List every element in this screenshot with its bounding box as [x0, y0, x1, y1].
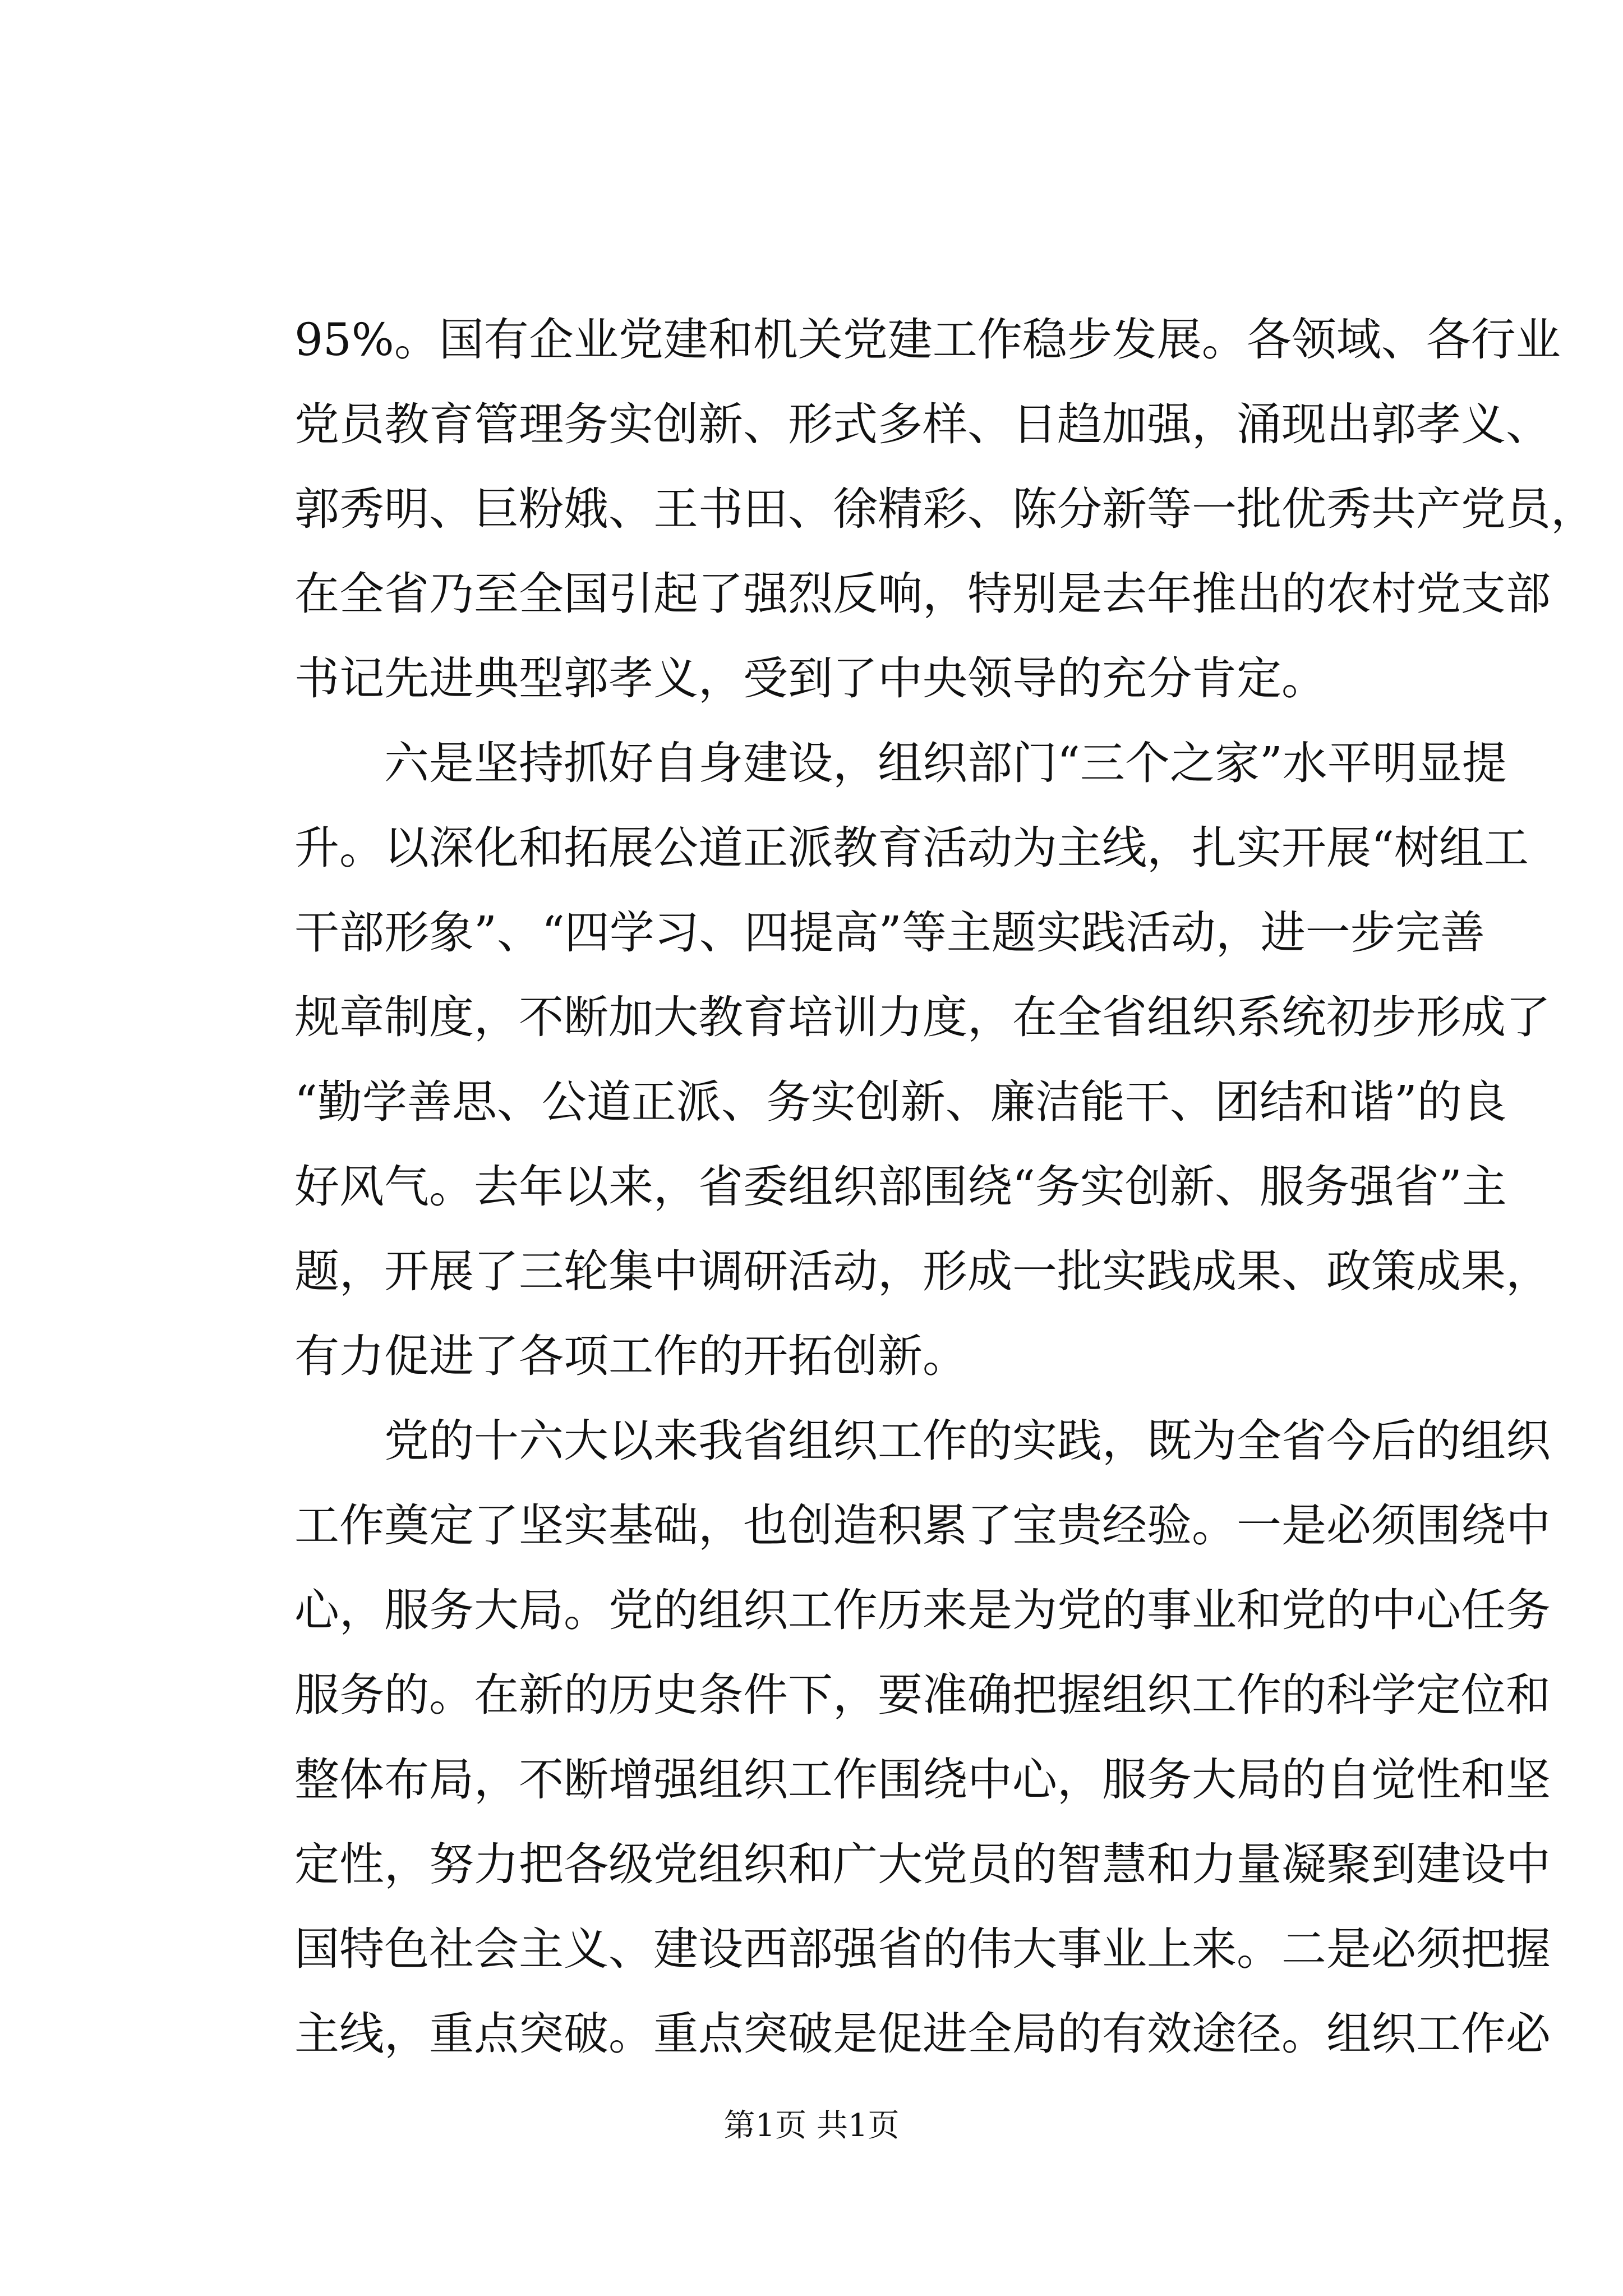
- text-line: 郭秀明、巨粉娥、王书田、徐精彩、陈分新等一批优秀共产党员，: [294, 483, 1596, 535]
- page-footer: [0, 2106, 1623, 2146]
- text-line: 书记先进典型郭孝义，受到了中央领导的充分肯定。: [294, 652, 1326, 705]
- text-line: 整体布局，不断增强组织工作围绕中心，服务大局的自觉性和坚: [294, 1754, 1551, 1806]
- paragraph-first-line: 党的十六大以来我省组织工作的实践，既为全省今后的组织: [384, 1415, 1551, 1467]
- text-line: 升。以深化和拓展公道正派教育活动为主线，扎实开展“树组工: [294, 822, 1529, 874]
- text-line: 95%。国有企业党建和机关党建工作稳步发展。各领域、各行业: [294, 314, 1561, 366]
- text-line: 规章制度，不断加大教育培训力度，在全省组织系统初步形成了: [294, 991, 1551, 1043]
- text-line: 定性，努力把各级党组织和广大党员的智慧和力量凝聚到建设中: [294, 1838, 1551, 1890]
- text-line: 好风气。去年以来，省委组织部围绕“务实创新、服务强省”主: [294, 1161, 1507, 1213]
- page-number-label: 第1页 共1页: [723, 2108, 900, 2144]
- text-line: 服务的。在新的历史条件下，要准确把握组织工作的科学定位和: [294, 1669, 1551, 1721]
- text-line: 题，开展了三轮集中调研活动，形成一批实践成果、政策成果，: [294, 1245, 1551, 1297]
- text-line: 心，服务大局。党的组织工作历来是为党的事业和党的中心任务: [294, 1584, 1551, 1636]
- text-line: 干部形象”、“四学习、四提高”等主题实践活动，进一步完善: [294, 907, 1485, 959]
- text-line: 党员教育管理务实创新、形式多样、日趋加强，涌现出郭孝义、: [294, 398, 1551, 450]
- text-line: 国特色社会主义、建设西部强省的伟大事业上来。二是必须把握: [294, 1923, 1551, 1975]
- text-line: 在全省乃至全国引起了强烈反响，特别是去年推出的农村党支部: [294, 568, 1551, 620]
- text-line: 有力促进了各项工作的开拓创新。: [294, 1330, 967, 1382]
- document-body: [294, 297, 1596, 2076]
- text-line: “勤学善思、公道正派、务实创新、廉洁能干、团结和谐”的良: [294, 1076, 1507, 1128]
- text-line: 主线，重点突破。重点突破是促进全局的有效途径。组织工作必: [294, 2008, 1551, 2060]
- paragraph-first-line: 六是坚持抓好自身建设，组织部门“三个之家”水平明显提: [384, 737, 1507, 789]
- text-line: 工作奠定了坚实基础，也创造积累了宝贵经验。一是必须围绕中: [294, 1499, 1551, 1552]
